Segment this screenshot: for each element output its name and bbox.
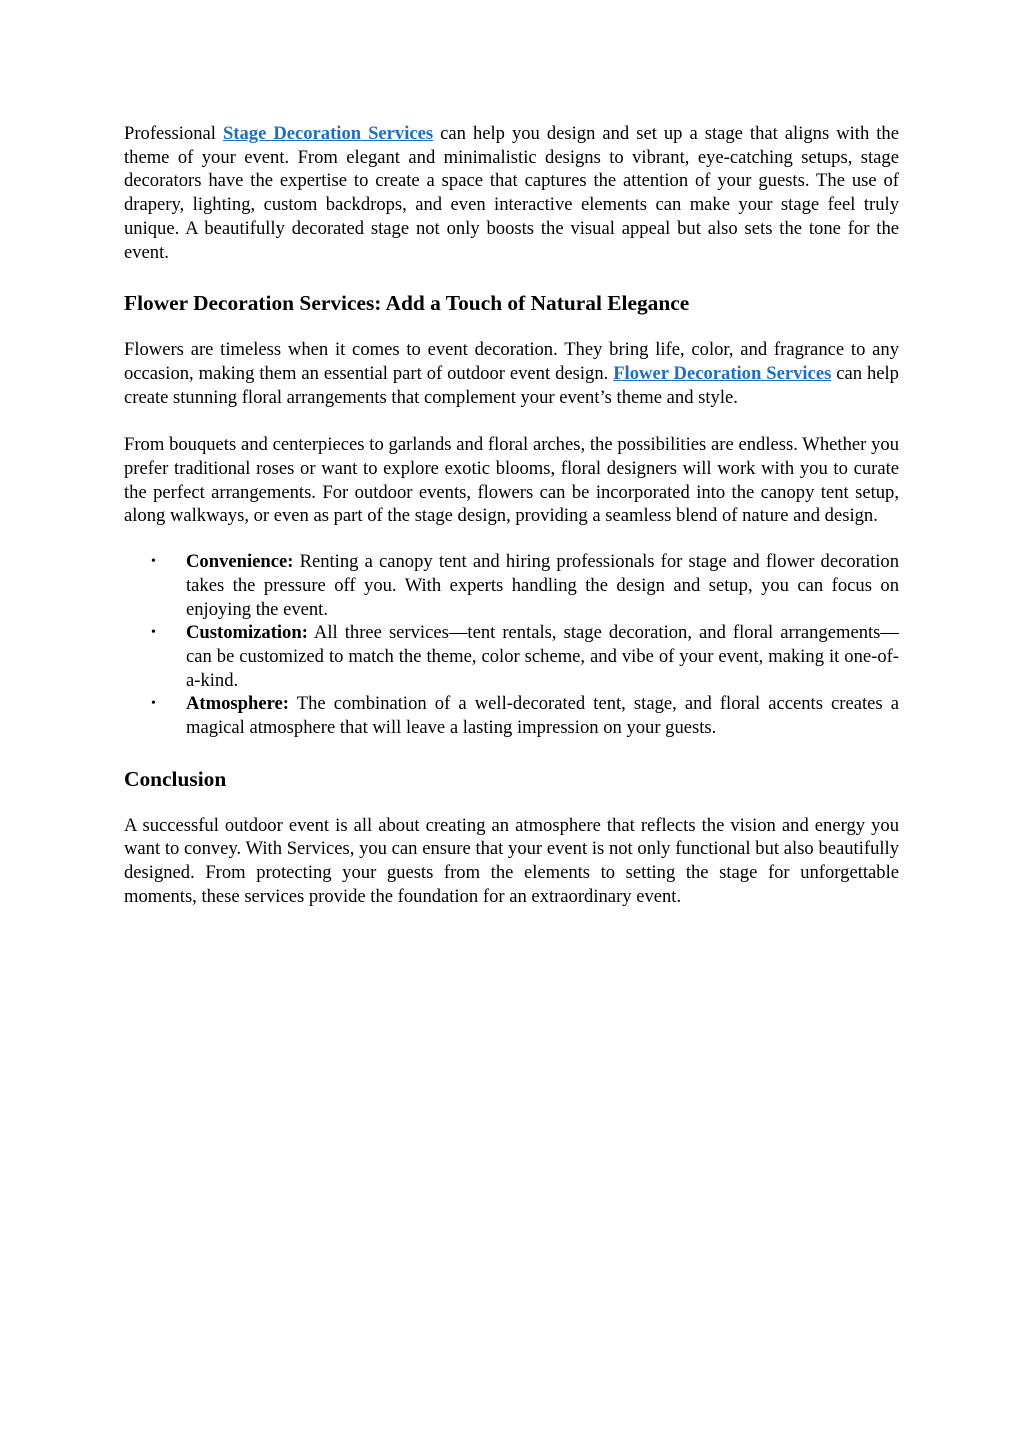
- flower-decoration-services-link[interactable]: Flower Decoration Services: [613, 362, 832, 384]
- bullet-text: All three services—tent rentals, stage decoration, and floral arrangements—can be customized to match the theme, color scheme, and vibe of your event, making it one-of-a-kind.: [186, 622, 899, 691]
- conclusion-paragraph: A successful outdoor event is all about creating an atmosphere that reflects the vision and energy you want to convey. With Services, you can ensure that your event is not only functional but also beautifully designed. From protecting your guests from the elements to setting the stage for unforgettable moments, these services provide the foundation for an extraordinary event.: [124, 814, 899, 907]
- paragraph-text: Flowers are timeless when it comes to event decoration. They bring life, color, and fragrance to any occasion, making them an essential part of outdoor event design.: [124, 339, 899, 384]
- flower-section-heading: Flower Decoration Services: Add a Touch of Natural Elegance: [124, 291, 690, 316]
- stage-decoration-services-link[interactable]: Stage Decoration Services: [222, 123, 434, 144]
- paragraph-text: can help you design and set up a stage that aligns with the theme of your event. From elegant and minimalistic designs to vibrant, eye-catching setups, stage decorators have the expertise to create a space that captures the attention of your guests. The use of drapery, lighting, custom backdrops, and even interactive elements can make your stage feel truly unique. A beautifully decorated stage not only boosts the visual appeal but also sets the tone for the event.: [124, 123, 899, 263]
- document-page: [124, 122, 899, 909]
- bullet-text: Renting a canopy tent and hiring professionals for stage and flower decoration takes the pressure off you. With experts handling the design and setup, you can focus on enjoying the event.: [186, 551, 899, 620]
- bullet-icon: •: [151, 554, 156, 570]
- flower-options-paragraph: From bouquets and centerpieces to garlands and floral arches, the possibilities are endless. Whether you prefer traditional roses or want to explore exotic blooms, floral designers will work with you to curate the perfect arrangements. For outdoor events, flowers can be incorporated into the canopy tent setup, along walkways, or even as part of the stage design, providing a seamless blend of nature and design.: [124, 434, 899, 527]
- list-item: [124, 692, 899, 739]
- bullet-icon: •: [151, 696, 156, 712]
- list-item: [124, 621, 899, 692]
- list-item: [124, 550, 899, 621]
- stage-decoration-paragraph: [124, 122, 899, 264]
- flower-intro-paragraph: [124, 338, 899, 409]
- bullet-term: Convenience:: [186, 551, 294, 573]
- bullet-text: The combination of a well-decorated tent, stage, and floral accents creates a magical atmosphere that will leave a lasting impression on your guests.: [186, 693, 899, 739]
- paragraph-text: Professional: [124, 123, 223, 144]
- bullet-term: Atmosphere:: [186, 693, 289, 715]
- bullet-icon: •: [151, 625, 156, 641]
- bullet-term: Customization:: [186, 622, 308, 644]
- paragraph-text: can help create stunning floral arrangements that complement your event’s theme and style.: [124, 362, 899, 408]
- conclusion-heading: Conclusion: [124, 766, 227, 791]
- benefits-list: [124, 550, 899, 740]
